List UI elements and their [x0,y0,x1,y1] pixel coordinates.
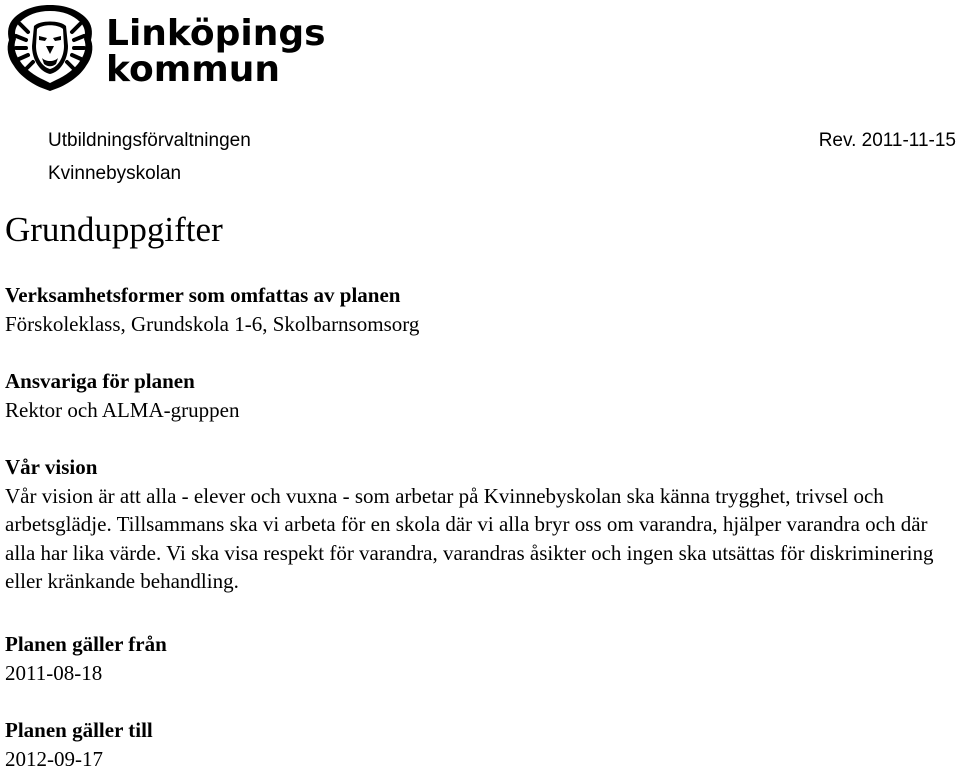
section-body: Rektor och ALMA-gruppen [5,397,240,422]
logo-line-2: kommun [106,49,280,90]
section-body: 2012-09-17 [5,746,103,770]
section-heading: Vår vision [5,455,98,479]
revision-date: Rev. 2011-11-15 [818,130,956,151]
municipality-name [106,13,326,90]
section-body: 2011-08-18 [5,660,103,685]
organization-block [48,124,251,190]
section-valid-from [5,630,167,687]
section-operations [5,281,419,338]
section-heading: Verksamhetsformer som omfattas av planen [5,283,401,307]
department-name: Utbildningsförvaltningen [48,130,251,151]
municipality-logo [4,2,326,92]
page-title: Grunduppgifter [5,210,223,249]
section-valid-to [5,716,153,770]
section-heading: Planen gäller från [5,632,167,656]
section-body: Vår vision är att alla - elever och vuxna - som arbetar på Kvinnebyskolan ska känna trygghet, trivsel och arbetsglädje. Tillsammans ska vi arbeta för en skola där vi alla bryr oss om varandra, hjälper varandra och där alla har lika värde. Vi ska visa respekt för varandra, varandras åsikter och ingen ska utsättas för diskriminering eller kränkande behandling. [5,483,934,593]
lion-crest-icon [4,2,96,92]
section-body: Förskoleklass, Grundskola 1-6, Skolbarnsomsorg [5,311,420,336]
school-name: Kvinnebyskolan [48,163,182,184]
section-heading: Ansvariga för planen [5,369,195,393]
logo-line-1: Linköpings [106,13,326,54]
section-heading: Planen gäller till [5,718,153,742]
section-vision [5,453,950,596]
section-responsible [5,367,239,424]
